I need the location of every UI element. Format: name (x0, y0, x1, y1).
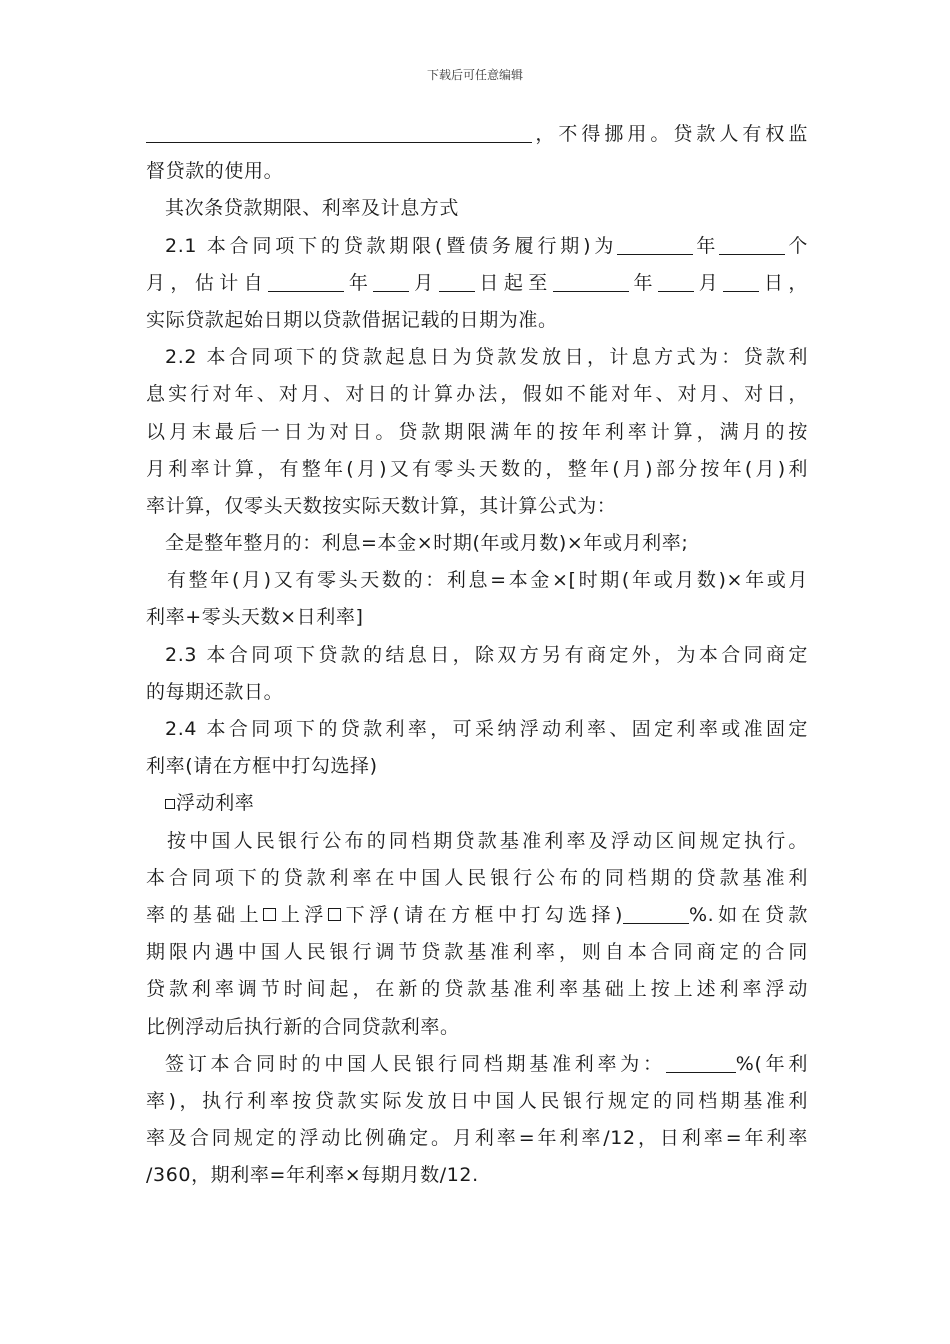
text-line: 2.4 本合同项下的贷款利率，可采纳浮动利率、固定利率或准固定 (165, 718, 808, 740)
text-line: 率)，执行利率按贷款实际发放日中国人民银行规定的同档期基准利 (146, 1089, 808, 1112)
section-heading: 其次条贷款期限、利率及计息方式 (165, 197, 460, 220)
text-line: 比例浮动后执行新的合同贷款利率。 (146, 1015, 460, 1038)
text-line: 本合同项下的贷款利率在中国人民银行公布的同档期的贷款基准利 (146, 866, 808, 889)
text-line: 签订本合同时的中国人民银行同档期基准利率为： %(年利 (165, 1052, 808, 1075)
text-line: 2.1 本合同项下的贷款期限(暨债务履行期)为 年 个 (165, 234, 808, 257)
blank-underline (666, 1053, 736, 1073)
blank-underline (658, 272, 694, 292)
text-line: 期限内遇中国人民银行调节贷款基准利率，则自本合同商定的合同 (146, 941, 808, 964)
text-line: 贷款利率调节时间起，在新的贷款基准利率基础上按上述利率浮动 (146, 978, 808, 1001)
blank-underline (553, 272, 629, 292)
blank-underline (723, 272, 759, 292)
text-line: 2.3 本合同项下贷款的结息日，除双方另有商定外，为本合同商定 (165, 643, 808, 666)
blank-underline (268, 272, 344, 292)
blank-underline (617, 235, 693, 255)
blank-underline (719, 235, 785, 255)
text-line: 督贷款的使用。 (146, 160, 284, 183)
checkbox-float-down[interactable] (328, 908, 341, 921)
text-line: 月利率计算，有整年(月)又有零头天数的，整年(月)部分按年(月)利 (146, 457, 808, 480)
text-line: 月，估计自 年 月 日起至 年 月 日， (146, 271, 809, 294)
text-line: 率及合同规定的浮动比例确定。月利率=年利率/12，日利率=年利率 (146, 1127, 808, 1150)
text-line: /360，期利率=年利率×每期月数/12. (146, 1164, 479, 1187)
document-body (146, 116, 808, 1194)
option-floating-rate: 浮动利率 (146, 785, 808, 822)
formula-line: 有整年(月)又有零头天数的：利息=本金×[时期(年或月数)×年或月 (167, 569, 808, 592)
text-line: 的每期还款日。 (146, 680, 284, 703)
text-line: ，不得挪用。贷款人有权监 (146, 116, 808, 153)
text-line: 率计算，仅零头天数按实际天数计算，其计算公式为： (146, 494, 617, 517)
formula-line: 全是整年整月的：利息=本金×时期(年或月数)×年或月利率; (165, 532, 689, 555)
text-line: 实际贷款起始日期以贷款借据记载的日期为准。 (146, 308, 558, 331)
page-header: 下载后可任意编辑 (426, 68, 523, 82)
blank-underline (439, 272, 475, 292)
text-line: 按中国人民银行公布的同档期贷款基准利率及浮动区间规定执行。 (167, 829, 808, 852)
text-line: 利率+零头天数×日利率] (146, 606, 364, 629)
blank-underline (373, 272, 409, 292)
text-line: 以月末最后一日为对日。贷款期限满年的按年利率计算，满月的按 (146, 420, 808, 443)
text-line: 息实行对年、对月、对日的计算办法，假如不能对年、对月、对日， (146, 383, 808, 406)
text-line: 利率(请在方框中打勾选择) (146, 755, 378, 778)
text-line: 率的基础上 上浮 下浮(请在方框中打勾选择) %.如在贷款 (146, 903, 808, 926)
blank-underline (146, 123, 532, 143)
blank-underline (623, 904, 689, 924)
checkbox-floating-rate[interactable] (165, 799, 175, 809)
text-line: 2.2 本合同项下的贷款起息日为贷款发放日，计息方式为：贷款利 (165, 346, 808, 369)
checkbox-float-up[interactable] (263, 908, 276, 921)
